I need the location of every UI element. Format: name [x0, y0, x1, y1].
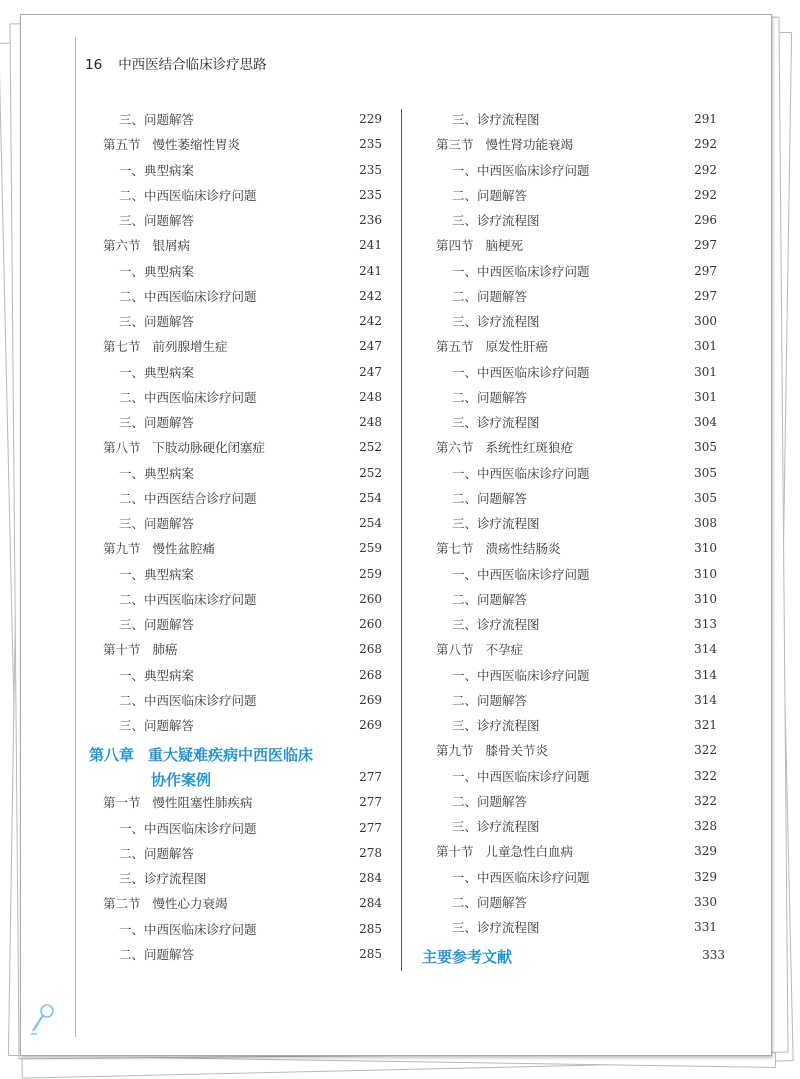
toc-section-entry[interactable]: [89, 536, 382, 561]
subsection-title: 三、问题解答: [119, 718, 195, 733]
section-label: 第六节: [436, 440, 474, 456]
toc-subsection-entry[interactable]: [422, 486, 717, 511]
section-title: 慢性心力衰竭: [152, 896, 228, 912]
subsection-title: 三、诊疗流程图: [452, 920, 540, 935]
page-ref: 304: [694, 415, 717, 429]
page-ref: 305: [694, 465, 717, 480]
toc-section-entry[interactable]: [89, 334, 382, 359]
section-label: 第九节: [436, 743, 474, 759]
page-ref: 277: [359, 820, 382, 835]
page-ref: 297: [694, 288, 717, 303]
page-ref: 252: [359, 440, 382, 455]
bibliography-title: 主要参考文献: [422, 948, 513, 967]
page-ref: 292: [694, 137, 717, 152]
page-ref: 284: [359, 896, 382, 911]
page-ref: 254: [359, 516, 382, 530]
page-ref: 259: [359, 566, 382, 581]
toc-subsection-entry[interactable]: [89, 183, 382, 208]
section-title: 不孕症: [485, 642, 524, 658]
page-ref: 268: [359, 667, 382, 682]
page-ref: 242: [359, 314, 382, 328]
toc-subsection-entry[interactable]: [89, 587, 382, 612]
subsection-title: 三、问题解答: [119, 617, 195, 632]
subsection-title: 一、典型病案: [119, 162, 195, 178]
subsection-title: 二、问题解答: [452, 187, 528, 203]
subsection-title: 二、问题解答: [452, 591, 528, 607]
page-ref: 313: [694, 617, 717, 631]
subsection-title: 三、诊疗流程图: [452, 617, 540, 632]
subsection-title: 一、典型病案: [119, 263, 195, 279]
section-label: 第五节: [103, 137, 141, 153]
toc-subsection-entry[interactable]: [422, 511, 717, 536]
page-ref: 297: [694, 263, 717, 278]
page-ref: 330: [694, 894, 717, 909]
chapter-title-line-2: 协作案例: [151, 771, 212, 790]
subsection-title: 二、问题解答: [452, 389, 528, 405]
subsection-title: 一、中西医临床诊疗问题: [452, 364, 590, 380]
toc-subsection-entry[interactable]: [89, 107, 382, 132]
page-ref: 260: [359, 591, 382, 606]
subsection-title: 三、诊疗流程图: [452, 516, 540, 531]
page-ref: 305: [694, 490, 717, 505]
subsection-title: 二、问题解答: [452, 288, 528, 304]
page-ref: 235: [359, 187, 382, 202]
subsection-title: 一、中西医临床诊疗问题: [452, 465, 590, 481]
page-ref: 241: [359, 238, 382, 253]
subsection-title: 二、中西医临床诊疗问题: [119, 692, 257, 708]
toc-section-entry[interactable]: [422, 536, 717, 561]
toc-subsection-entry[interactable]: [89, 158, 382, 183]
bibliography-entry[interactable]: [422, 942, 725, 972]
microphone-icon: [27, 1001, 57, 1037]
subsection-title: 一、中西医临床诊疗问题: [452, 162, 590, 178]
page-ref: 269: [359, 718, 382, 732]
page-ref: 300: [694, 314, 717, 328]
toc-section-entry[interactable]: [422, 435, 717, 460]
page-ref: 310: [694, 591, 717, 606]
page-ref: 329: [694, 869, 717, 884]
toc-subsection-entry[interactable]: [422, 183, 717, 208]
page-ref: 247: [359, 364, 382, 379]
section-label: 第四节: [436, 238, 474, 254]
subsection-title: 一、典型病案: [119, 465, 195, 481]
subsection-title: 三、诊疗流程图: [452, 112, 540, 127]
subsection-title: 一、中西医临床诊疗问题: [452, 869, 590, 885]
book-title: 中西医结合临床诊疗思路: [118, 57, 267, 73]
page-number: 16: [85, 57, 103, 73]
toc-subsection-entry[interactable]: [422, 360, 717, 385]
subsection-title: 三、问题解答: [119, 112, 195, 127]
toc-subsection-entry[interactable]: [89, 841, 382, 866]
page-ref: 248: [359, 389, 382, 404]
page-ref: 314: [694, 667, 717, 682]
toc-subsection-entry[interactable]: [89, 688, 382, 713]
subsection-title: 三、诊疗流程图: [452, 314, 540, 329]
section-label: 第九节: [103, 541, 141, 557]
page-ref: 278: [359, 845, 382, 860]
page-ref: 297: [694, 238, 717, 253]
subsection-title: 三、诊疗流程图: [452, 415, 540, 430]
toc-section-entry[interactable]: [89, 132, 382, 157]
page-ref: 284: [359, 871, 382, 885]
section-label: 第七节: [436, 541, 474, 557]
page-ref: 235: [359, 162, 382, 177]
page-ref: 331: [694, 920, 717, 934]
page-ref: 322: [694, 768, 717, 783]
subsection-title: 二、问题解答: [119, 946, 195, 962]
toc-section-entry[interactable]: [422, 738, 717, 763]
page-ref: 229: [359, 112, 382, 126]
page-ref: 277: [359, 770, 382, 785]
toc-section-entry[interactable]: [422, 334, 717, 359]
page-ref: 248: [359, 415, 382, 429]
toc-subsection-entry[interactable]: [422, 410, 717, 435]
page-ref: 322: [694, 743, 717, 758]
chapter-title: 重大疑难疾病中西医临床: [148, 746, 314, 765]
toc-subsection-entry[interactable]: [422, 814, 717, 839]
subsection-title: 三、问题解答: [119, 213, 195, 228]
page-ref: 269: [359, 692, 382, 707]
page-ref: 310: [694, 566, 717, 581]
toc-subsection-entry[interactable]: [422, 865, 717, 890]
page-ref: 301: [694, 364, 717, 379]
page-ref: 236: [359, 213, 382, 227]
chapter-heading[interactable]: [89, 738, 382, 790]
toc-section-entry[interactable]: [422, 839, 717, 864]
toc-section-entry[interactable]: [422, 132, 717, 157]
page-ref: 301: [694, 389, 717, 404]
toc-subsection-entry[interactable]: [89, 309, 382, 334]
toc-subsection-entry[interactable]: [422, 107, 717, 132]
chapter-title-line-1: [89, 744, 313, 765]
toc-subsection-entry[interactable]: [422, 587, 717, 612]
page-ref: 242: [359, 288, 382, 303]
toc-subsection-entry[interactable]: [89, 284, 382, 309]
section-title: 下肢动脉硬化闭塞症: [152, 440, 266, 456]
page-ref: 285: [359, 946, 382, 961]
section-title: 脑梗死: [485, 238, 524, 254]
subsection-title: 一、中西医临床诊疗问题: [452, 566, 590, 582]
toc-section-entry[interactable]: [89, 435, 382, 460]
toc-section-entry[interactable]: [89, 233, 382, 258]
page-ref: 285: [359, 921, 382, 936]
subsection-title: 二、问题解答: [119, 845, 195, 861]
toc-subsection-entry[interactable]: [89, 208, 382, 233]
section-title: 慢性盆腔痛: [152, 541, 216, 557]
section-title: 膝骨关节炎: [485, 743, 549, 759]
subsection-title: 二、问题解答: [452, 490, 528, 506]
toc-subsection-entry[interactable]: [422, 284, 717, 309]
page-ref: 333: [702, 948, 725, 963]
section-title: 慢性萎缩性胃炎: [152, 137, 241, 153]
toc-subsection-entry[interactable]: [89, 562, 382, 587]
section-title: 溃疡性结肠炎: [485, 541, 561, 557]
section-label: 第三节: [436, 137, 474, 153]
page-ref: 292: [694, 162, 717, 177]
section-label: 第十节: [103, 642, 141, 658]
toc-right-column: [422, 107, 725, 972]
toc-subsection-entry[interactable]: [89, 663, 382, 688]
toc-subsection-entry[interactable]: [422, 713, 717, 738]
subsection-title: 三、诊疗流程图: [452, 718, 540, 733]
toc-subsection-entry[interactable]: [422, 915, 717, 940]
toc-subsection-entry[interactable]: [422, 890, 717, 915]
subsection-title: 一、中西医临床诊疗问题: [452, 768, 590, 784]
subsection-title: 一、典型病案: [119, 667, 195, 683]
toc-subsection-entry[interactable]: [89, 461, 382, 486]
section-title: 慢性阻塞性肺疾病: [152, 795, 253, 811]
toc-left-column: [89, 107, 382, 967]
subsection-title: 三、问题解答: [119, 516, 195, 531]
page-ref: 321: [694, 718, 717, 732]
toc-subsection-entry[interactable]: [422, 562, 717, 587]
toc-subsection-entry[interactable]: [89, 612, 382, 637]
toc-subsection-entry[interactable]: [422, 259, 717, 284]
page-ref: 292: [694, 187, 717, 202]
page-ref: 247: [359, 339, 382, 354]
chapter-label: 第八章: [89, 746, 135, 765]
toc-section-entry[interactable]: [422, 637, 717, 662]
section-title: 慢性肾功能衰竭: [485, 137, 574, 153]
page-ref: 328: [694, 819, 717, 833]
document-page: [20, 14, 772, 1056]
toc-section-entry[interactable]: [89, 891, 382, 916]
toc-subsection-entry[interactable]: [89, 486, 382, 511]
section-title: 原发性肝癌: [485, 339, 549, 355]
toc-subsection-entry[interactable]: [422, 208, 717, 233]
section-title: 系统性红斑狼疮: [485, 440, 574, 456]
page-ref: 305: [694, 440, 717, 455]
toc-subsection-entry[interactable]: [89, 866, 382, 891]
toc-subsection-entry[interactable]: [422, 309, 717, 334]
page-ref: 260: [359, 617, 382, 631]
subsection-title: 二、中西医临床诊疗问题: [119, 187, 257, 203]
subsection-title: 二、问题解答: [452, 894, 528, 910]
subsection-title: 二、中西医结合诊疗问题: [119, 490, 257, 506]
section-label: 第十节: [436, 844, 474, 860]
subsection-title: 一、中西医临床诊疗问题: [452, 263, 590, 279]
page-ref: 291: [694, 112, 717, 126]
subsection-title: 一、典型病案: [119, 364, 195, 380]
subsection-title: 二、问题解答: [452, 793, 528, 809]
subsection-title: 三、诊疗流程图: [119, 871, 207, 886]
page-ref: 252: [359, 465, 382, 480]
toc-subsection-entry[interactable]: [422, 764, 717, 789]
section-title: 前列腺增生症: [152, 339, 228, 355]
section-title: 肺癌: [152, 642, 178, 658]
toc-subsection-entry[interactable]: [89, 917, 382, 942]
running-header: [85, 53, 267, 73]
toc-subsection-entry[interactable]: [89, 713, 382, 738]
toc-subsection-entry[interactable]: [89, 385, 382, 410]
toc-subsection-entry[interactable]: [422, 789, 717, 814]
page-ref: 329: [694, 844, 717, 859]
page-ref: 322: [694, 793, 717, 808]
toc-subsection-entry[interactable]: [422, 663, 717, 688]
section-label: 第八节: [103, 440, 141, 456]
page-ref: 235: [359, 137, 382, 152]
toc-subsection-entry[interactable]: [89, 410, 382, 435]
toc-section-entry[interactable]: [89, 790, 382, 815]
section-label: 第六节: [103, 238, 141, 254]
toc-subsection-entry[interactable]: [89, 511, 382, 536]
toc-subsection-entry[interactable]: [422, 158, 717, 183]
toc-subsection-entry[interactable]: [422, 461, 717, 486]
section-label: 第八节: [436, 642, 474, 658]
subsection-title: 一、中西医临床诊疗问题: [452, 667, 590, 683]
page-ref: 308: [694, 516, 717, 530]
margin-rule: [75, 37, 76, 1037]
toc-subsection-entry[interactable]: [89, 259, 382, 284]
toc-subsection-entry[interactable]: [422, 688, 717, 713]
page-ref: 277: [359, 795, 382, 810]
section-label: 第七节: [103, 339, 141, 355]
toc-subsection-entry[interactable]: [89, 942, 382, 967]
subsection-title: 三、问题解答: [119, 415, 195, 430]
page-ref: 310: [694, 541, 717, 556]
section-title: 儿童急性白血病: [485, 844, 574, 860]
toc-subsection-entry[interactable]: [422, 612, 717, 637]
subsection-title: 二、中西医临床诊疗问题: [119, 591, 257, 607]
subsection-title: 二、中西医临床诊疗问题: [119, 389, 257, 405]
subsection-title: 二、中西医临床诊疗问题: [119, 288, 257, 304]
subsection-title: 三、诊疗流程图: [452, 213, 540, 228]
section-label: 第五节: [436, 339, 474, 355]
toc-subsection-entry[interactable]: [89, 360, 382, 385]
toc-section-entry[interactable]: [89, 637, 382, 662]
subsection-title: 一、典型病案: [119, 566, 195, 582]
page-ref: 259: [359, 541, 382, 556]
page-ref: 268: [359, 642, 382, 657]
subsection-title: 三、诊疗流程图: [452, 819, 540, 834]
page-ref: 301: [694, 339, 717, 354]
subsection-title: 一、中西医临床诊疗问题: [119, 820, 257, 836]
page-ref: 241: [359, 263, 382, 278]
section-label: 第二节: [103, 896, 141, 912]
column-divider: [401, 109, 402, 971]
toc-subsection-entry[interactable]: [89, 816, 382, 841]
page-ref: 296: [694, 213, 717, 227]
subsection-title: 二、问题解答: [452, 692, 528, 708]
section-title: 银屑病: [152, 238, 191, 254]
section-label: 第一节: [103, 795, 141, 811]
page-ref: 314: [694, 692, 717, 707]
page-ref: 254: [359, 490, 382, 505]
subsection-title: 三、问题解答: [119, 314, 195, 329]
toc-subsection-entry[interactable]: [422, 385, 717, 410]
subsection-title: 一、中西医临床诊疗问题: [119, 921, 257, 937]
page-ref: 314: [694, 642, 717, 657]
toc-section-entry[interactable]: [422, 233, 717, 258]
